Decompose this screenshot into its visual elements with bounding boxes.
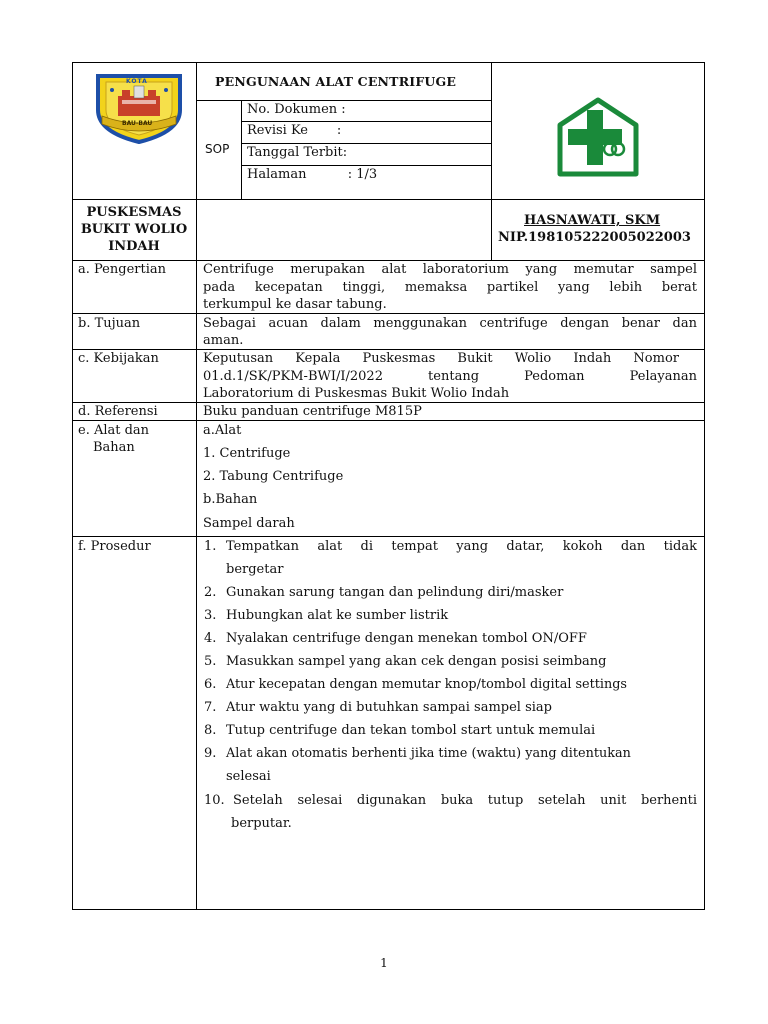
pengertian-line-3: terkumpul ke dasar tabung. — [203, 297, 387, 312]
tujuan-line-2: aman. — [203, 333, 244, 348]
step-text: Nyalakan centrifuge dengan menekan tombol ON/OFF — [226, 631, 587, 646]
logo-arc-text: KOTA — [126, 78, 148, 85]
sop-label: SOP — [205, 142, 230, 156]
step-number: 7. — [204, 700, 217, 715]
step-number: 6. — [204, 677, 217, 692]
logo-ribbon-text: BAU-BAU — [122, 120, 153, 127]
puskesmas-logo — [552, 97, 644, 177]
alat-bahan-line-5: Sampel darah — [203, 516, 295, 531]
section-label-kebijakan: c. Kebijakan — [78, 351, 159, 366]
institution-line-2: BUKIT WOLIO — [80, 222, 188, 237]
doc-field-halaman: Halaman : 1/3 — [247, 167, 378, 182]
puskesmas-logo-icon — [552, 97, 644, 177]
step-number: 8. — [204, 723, 217, 738]
step-text-cont: bergetar — [226, 562, 284, 577]
alat-bahan-line-3: 2. Tabung Centrifuge — [203, 469, 344, 484]
section-label-alat-bahan: e. Alat dan — [78, 423, 150, 438]
doc-field-revisi: Revisi Ke : — [247, 123, 342, 138]
step-text-cont: berputar. — [231, 816, 292, 831]
step-number: 2. — [204, 585, 217, 600]
institution-line-1: PUSKESMAS — [86, 205, 182, 220]
step-text: Tutup centrifuge dan tekan tombol start untuk memulai — [226, 723, 596, 738]
step-text: Hubungkan alat ke sumber listrik — [226, 608, 449, 623]
alat-bahan-line-4: b.Bahan — [203, 492, 258, 507]
section-label-referensi: d. Referensi — [78, 404, 158, 419]
pengertian-line-1: Centrifuge merupakan alat laboratorium yang memutar sampel — [203, 262, 697, 277]
step-text-cont: selesai — [226, 769, 271, 784]
step-text: Gunakan sarung tangan dan pelindung diri/masker — [226, 585, 564, 600]
page-number: 1 — [380, 956, 388, 970]
city-logo — [92, 70, 186, 146]
step-text: Atur kecepatan dengan memutar knop/tombol digital settings — [226, 677, 627, 692]
step-text: Masukkan sampel yang akan cek dengan posisi seimbang — [226, 654, 607, 669]
alat-bahan-line-2: 1. Centrifuge — [203, 446, 291, 461]
section-label-alat-bahan-2: Bahan — [93, 440, 135, 455]
section-label-tujuan: b. Tujuan — [78, 316, 141, 331]
doc-field-nomor: No. Dokumen : — [247, 102, 346, 117]
step-number: 10. — [204, 793, 225, 808]
step-number: 9. — [204, 746, 217, 761]
kebijakan-line-1: Keputusan Kepala Puskesmas Bukit Wolio Indah Nomor — [203, 351, 679, 366]
step-text: Setelah selesai digunakan buka tutup setelah unit berhenti — [233, 793, 697, 808]
pengertian-line-2: pada kecepatan tinggi, memaksa partikel yang lebih berat — [203, 280, 697, 295]
kebijakan-line-2: 01.d.1/SK/PKM-BWI/I/2022 tentang Pedoman Pelayanan — [203, 369, 697, 384]
doc-field-tanggal: Tanggal Terbit: — [247, 145, 348, 160]
step-number: 1. — [204, 539, 217, 554]
signer-nip: NIP.198105222005022003 — [498, 230, 691, 245]
section-label-prosedur: f. Prosedur — [78, 539, 151, 554]
step-text: Atur waktu yang di butuhkan sampai sampel siap — [226, 700, 552, 715]
document-title: PENGUNAAN ALAT CENTRIFUGE — [215, 74, 457, 89]
step-text: Alat akan otomatis berhenti jika time (waktu) yang ditentukan — [226, 746, 631, 761]
tujuan-line-1: Sebagai acuan dalam menggunakan centrifuge dengan benar dan — [203, 316, 697, 331]
step-text: Tempatkan alat di tempat yang datar, kokoh dan tidak — [226, 539, 697, 554]
section-label-pengertian: a. Pengertian — [78, 262, 166, 277]
step-number: 3. — [204, 608, 217, 623]
step-number: 5. — [204, 654, 217, 669]
institution-line-3: INDAH — [108, 239, 160, 254]
signer-name: HASNAWATI, SKM — [524, 213, 661, 228]
step-number: 4. — [204, 631, 217, 646]
alat-bahan-line-1: a.Alat — [203, 423, 242, 438]
referensi-text: Buku panduan centrifuge M815P — [203, 404, 422, 419]
kebijakan-line-3: Laboratorium di Puskesmas Bukit Wolio Indah — [203, 386, 510, 401]
